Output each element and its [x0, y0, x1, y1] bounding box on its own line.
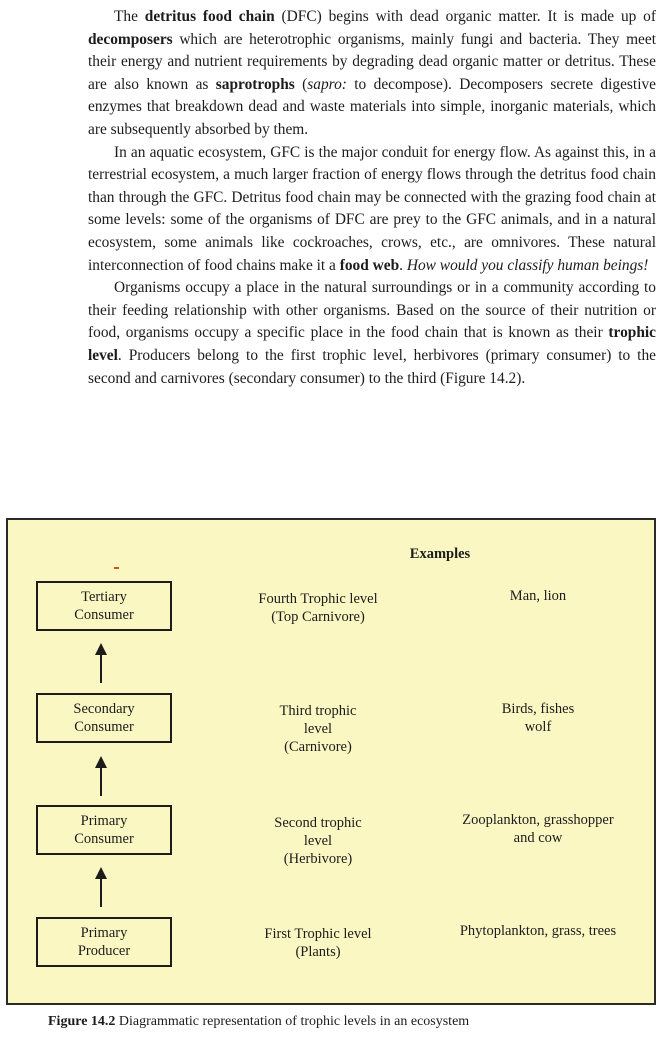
- term-decomposers: decomposers: [88, 30, 173, 48]
- example-line: Zooplankton, grasshopper: [462, 812, 614, 828]
- examples-heading: Examples: [409, 546, 471, 562]
- box-primary-producer: [36, 917, 172, 967]
- paragraph-detritus-food-chain: [88, 6, 656, 142]
- label-second-trophic-level: [208, 814, 428, 868]
- body-text: [88, 6, 656, 390]
- trophic-levels-figure: [6, 518, 656, 1005]
- paragraph-trophic-level: [88, 277, 656, 390]
- label-line: level: [303, 833, 333, 849]
- label-line: Fourth Trophic level: [258, 591, 378, 607]
- example-primary-producer: [428, 922, 648, 940]
- example-secondary: [428, 700, 648, 736]
- arrow-up-icon: [93, 867, 109, 907]
- box-tertiary-consumer: [36, 581, 172, 631]
- caption-text: Diagrammatic representation of trophic levels in an ecosystem: [115, 1014, 470, 1029]
- label-third-trophic-level: [208, 702, 428, 756]
- label-line: (Top Carnivore): [271, 609, 365, 625]
- text-run: (DFC) begins with dead organic matter. It is made up of: [274, 8, 656, 25]
- figure-caption: [48, 1014, 648, 1030]
- text-run: Organisms occupy a place in the natural surroundings or in a community according to their feeding relationship with other organisms. Based on the source of their nutrition or food, organisms occupy a specific place in the food chain that is known as their: [88, 279, 656, 342]
- example-primary-consumer: [428, 811, 648, 847]
- text-run: The: [114, 8, 145, 25]
- figure-number: Figure 14.2: [48, 1014, 116, 1029]
- label-line: First Trophic level: [264, 926, 372, 942]
- label-line: (Plants): [295, 944, 341, 960]
- text-run: .: [399, 256, 407, 274]
- example-tertiary: [428, 587, 648, 605]
- term-food-web: food web: [339, 256, 400, 274]
- box-line: Producer: [77, 943, 131, 959]
- box-line: Consumer: [74, 607, 134, 623]
- label-line: (Carnivore): [284, 739, 352, 755]
- label-first-trophic-level: [208, 925, 428, 961]
- text-run: (: [294, 75, 308, 93]
- box-line: Primary: [80, 813, 128, 829]
- term-detritus-food-chain: detritus food chain: [144, 8, 275, 25]
- term-sapro: sapro:: [307, 75, 347, 93]
- label-line: (Herbivore): [283, 851, 353, 867]
- term-saprotrophs: saprotrophs: [215, 75, 295, 93]
- box-primary-consumer: [36, 805, 172, 855]
- box-line: Secondary: [73, 701, 135, 717]
- example-line: and cow: [513, 830, 563, 846]
- example-line: Birds, fishes: [501, 701, 575, 717]
- label-fourth-trophic-level: [208, 590, 428, 626]
- arrow-up-icon: [93, 756, 109, 796]
- text-run: . Producers belong to the first trophic level, herbivores (primary consumer) to the second and carnivores (secondary consumer) to the third (Figure 14.2).: [88, 346, 656, 387]
- example-line: Phytoplankton, grass, trees: [459, 923, 617, 939]
- box-secondary-consumer: [36, 693, 172, 743]
- text-run: In an aquatic ecosystem, GFC is the major conduit for energy flow. As against this, in a terrestrial ecosystem, a much larger fraction of energy flows through the detritus food chain than through the GFC. Detritus food chain may be connected with the grazing food chain at some levels: some of the organisms of DFC are prey to the GFC animals, and in a natural ecosystem, some animals like cockroaches, crows, etc., are omnivores. These natural interconnection of food chains make it a: [88, 143, 656, 274]
- example-line: Man, lion: [509, 588, 567, 604]
- text-run: which are heterotrophic organisms, mainly fungi and bacteria. They meet their energy and nutrient requirements by degrading dead organic matter or detritus. These are also known as: [88, 30, 656, 93]
- box-line: Consumer: [74, 719, 134, 735]
- arrow-up-icon: [93, 643, 109, 683]
- decorative-tick: [114, 567, 119, 569]
- example-line: wolf: [524, 719, 552, 735]
- paragraph-food-web: [88, 142, 656, 278]
- box-line: Primary: [80, 925, 128, 941]
- question-human-beings: How would you classify human beings!: [406, 256, 649, 274]
- text-run: to decompose). Decomposers secrete digestive enzymes that breakdown dead and waste materials into simple, inorganic materials, which are subsequently absorbed by them.: [88, 75, 656, 138]
- label-line: Second trophic: [274, 815, 362, 831]
- label-line: Third trophic: [279, 703, 357, 719]
- term-trophic-level: trophic level: [88, 324, 656, 364]
- box-line: Tertiary: [81, 589, 127, 605]
- box-line: Consumer: [74, 831, 134, 847]
- label-line: level: [303, 721, 333, 737]
